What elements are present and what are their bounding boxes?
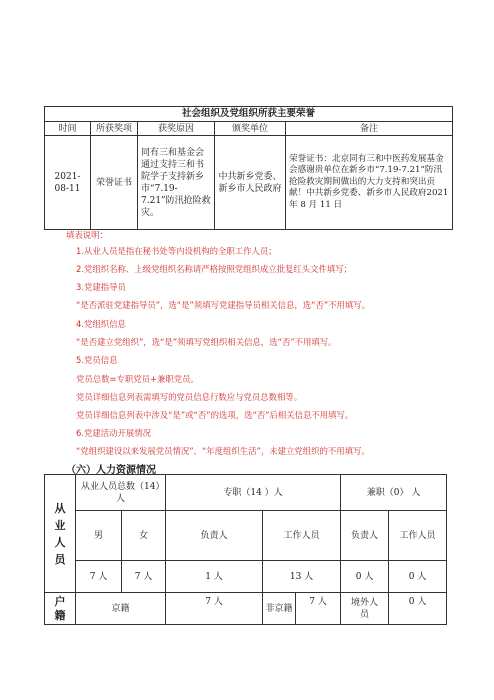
honors-title: 社会组织及党组织所获主要荣誉 bbox=[45, 107, 453, 122]
instruction-line: 党员详细信息列表需填写的党员信息行数应与党员总数相等。 bbox=[76, 392, 303, 402]
overseas-count: 0 人 bbox=[389, 593, 447, 625]
instruction-line: 2.党组织名称、上级党组织名称请严格按照党组织成立批复红头文件填写； bbox=[76, 264, 352, 274]
feijingji-label: 非京籍 bbox=[263, 593, 296, 625]
parttime-leader-header: 负责人 bbox=[341, 511, 389, 561]
fulltime-staff-header: 工作人员 bbox=[263, 511, 341, 561]
fulltime-label: 专职（14 ）人 bbox=[166, 475, 341, 511]
instruction-line: 6.党建活动开展情况 bbox=[76, 428, 151, 438]
honor-time: 2021-08-11 bbox=[45, 136, 91, 230]
huji-label: 户 籍 bbox=[45, 593, 76, 625]
instruction-line: 4.党组织信息 bbox=[76, 319, 126, 329]
instruction-line: 党员详细信息列表中涉及“是”或“否”的选项，选“否”后相关信息不用填写。 bbox=[76, 410, 354, 420]
employees-label: 从 业 人 员 bbox=[45, 475, 76, 593]
honor-note: 荣誉证书：北京同有三和中医药发展基金会感谢贵单位在新乡市“7.19-7.21”防汛抢险救灾期间做出的大力支持和突出贡献！中共新乡党委、新乡市人民政府2021 年 8 月 11 日 bbox=[286, 136, 453, 230]
instruction-line: 5.党员信息 bbox=[76, 355, 118, 365]
instruction-line: “是否建立党组织”，选“是”须填写党组织相关信息，选“否”不用填写。 bbox=[76, 337, 337, 347]
instruction-line: 党员总数=专职党员+兼职党员。 bbox=[76, 374, 199, 384]
parttime-label: 兼职（0） 人 bbox=[341, 475, 447, 511]
jingji-count: 7 人 bbox=[166, 593, 263, 625]
overseas-label: 境外人员 bbox=[341, 593, 389, 625]
instruction-line: 3.党建指导员 bbox=[76, 282, 126, 292]
male-count: 7 人 bbox=[76, 561, 122, 593]
fulltime-leader-header: 负责人 bbox=[166, 511, 263, 561]
hr-section-title: （六）人力资源情况 bbox=[66, 465, 156, 476]
header-issuer: 颁奖单位 bbox=[215, 122, 286, 136]
fulltime-leader-count: 1 人 bbox=[166, 561, 263, 593]
header-time: 时间 bbox=[45, 122, 91, 136]
hr-table bbox=[44, 474, 447, 625]
female-count: 7 人 bbox=[122, 561, 166, 593]
header-reason: 获奖原因 bbox=[138, 122, 215, 136]
female-header: 女 bbox=[122, 511, 166, 561]
instruction-line: “是否派驻党建指导员”，选“是”须填写党建指导员相关信息，选“否”不用填写。 bbox=[76, 300, 371, 310]
parttime-leader-count: 0 人 bbox=[341, 561, 389, 593]
honors-table bbox=[44, 82, 453, 230]
jingji-label: 京籍 bbox=[76, 593, 166, 625]
honor-award: 荣誉证书 bbox=[91, 136, 138, 230]
honor-issuer: 中共新乡党委、新乡市人民政府 bbox=[215, 136, 286, 230]
parttime-staff-header: 工作人员 bbox=[389, 511, 447, 561]
instruction-line: 1.从业人员是指在秘书处等内设机构的全职工作人员； bbox=[76, 246, 277, 256]
male-header: 男 bbox=[76, 511, 122, 561]
header-note: 备注 bbox=[286, 122, 453, 136]
feijingji-count: 7 人 bbox=[296, 593, 341, 625]
total-employees: 从业人员总数（14）人 bbox=[76, 475, 166, 511]
honor-reason: 同有三和基金会通过支持三和书院学子支持新乡市“7.19-7.21”防汛抢险救灾。 bbox=[138, 136, 215, 230]
parttime-staff-count: 0 人 bbox=[389, 561, 447, 593]
instructions-title: 填表说明： bbox=[66, 230, 108, 240]
instruction-line: “党组织建设以来发展党员情况”、“年度组织生活”，未建立党组织的不用填写。 bbox=[76, 446, 370, 456]
header-award: 所获奖项 bbox=[91, 122, 138, 136]
fulltime-staff-count: 13 人 bbox=[263, 561, 341, 593]
table-row bbox=[45, 136, 453, 230]
